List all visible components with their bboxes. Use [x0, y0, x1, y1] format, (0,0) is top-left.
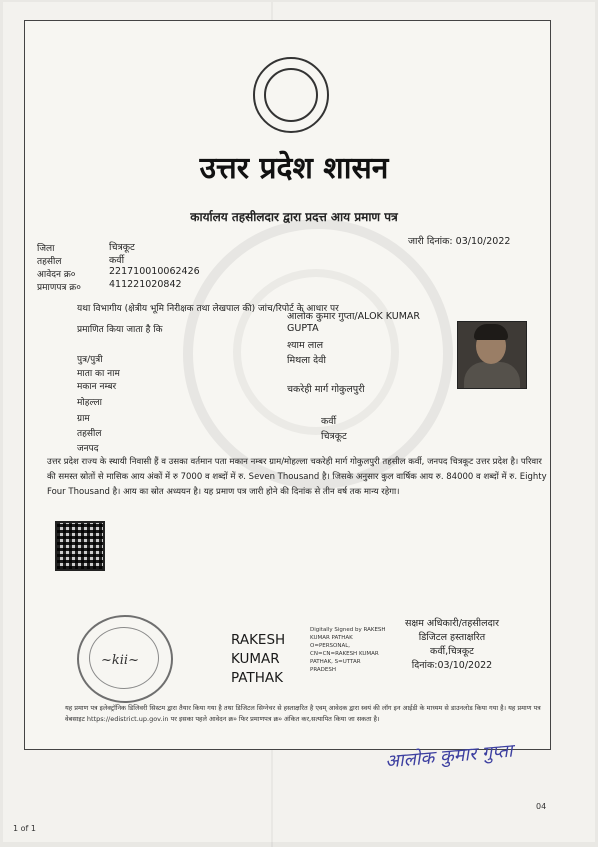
certificate-no-label: प्रमाणपत्र क्र० [37, 283, 81, 293]
mohalla-label: मोहल्ला [77, 398, 102, 408]
handwritten-signature-mark: ~kii~ [101, 653, 139, 668]
signer-name-line-1: RAKESH [231, 632, 286, 648]
tehsil-label: तहसील [37, 257, 62, 267]
officer-title: सक्षम अधिकारी/तहसीलदार [405, 618, 499, 629]
district-label: जिला [37, 244, 55, 254]
certificate-subtitle: कार्यालय तहसीलदार द्वारा प्रदत्त आय प्रमाण पत्र [190, 210, 398, 224]
signer-name-line-3: PATHAK [231, 670, 283, 686]
document-page [3, 2, 595, 842]
mother-name: मिथला देवी [287, 355, 326, 366]
janpad-label: जनपद [77, 444, 99, 454]
certificate-body-text: उत्तर प्रदेश राज्य के स्थायी निवासी हैं व उसका वर्तमान पता मकान नम्बर ग्राम/मोहल्ला चकरेही मार्ग गोकुलपुरी तहसील कर्वी, जनपद चित्रकूट उत्तर प्रदेश है। परिवार की समस्त स्रोतों से मासिक आय अंकों में रु 7000 व शब्दों में रु. Seven Thousand है। जिसके अनुसार कुल वार्षिक आय रु. 84000 व शब्दों में रु. Eighty Four Thousand है। आय का स्रोत अध्ययन है। यह प्रमाण पत्र जारी होने की दिनांक से तीन वर्ष तक मान्य रहेगा। [47, 457, 547, 497]
page-indicator: 1 of 1 [13, 824, 36, 833]
certificate-title: उत्तर प्रदेश शासन [199, 151, 389, 186]
officer-block [405, 617, 499, 673]
applicant-photo [457, 321, 527, 389]
house-label: मकान नम्बर [77, 382, 117, 392]
tehsil-name: कर्वी [321, 416, 337, 427]
applicant-name: आलोक कुमार गुप्ता/ALOK KUMAR GUPTA [287, 311, 421, 334]
mohalla-value: चकरेही मार्ग गोकुलपुरी [287, 384, 365, 395]
certificate-border [24, 20, 551, 750]
digital-sign-line: CN=CN=RAKESH KUMAR [310, 651, 379, 657]
intro-line-1: यथा विभागीय (क्षेत्रीय भूमि निरीक्षक तथा लेखपाल की) जांच/रिपोर्ट के आधार पर [77, 304, 339, 314]
page-number: 04 [536, 802, 547, 811]
state-emblem-icon [253, 57, 329, 133]
handwritten-name: आलोक कुमार गुप्ता [384, 740, 514, 773]
digital-sign-line: KUMAR PATHAK [310, 635, 353, 641]
relation-label: पुत्र/पुत्री [77, 355, 103, 365]
digital-signature-block [310, 626, 400, 674]
digital-sign-line: O=PERSONAL, [310, 643, 351, 649]
officer-date: दिनांक:03/10/2022 [411, 660, 493, 671]
application-no-value: 221710010062426 [109, 266, 200, 277]
issue-date-label: जारी दिनांक: [408, 236, 453, 247]
digital-sign-line: PATHAK, S=UTTAR [310, 659, 361, 665]
issue-date: 03/10/2022 [455, 236, 511, 247]
officer-location: कर्वी,चित्रकूट [430, 646, 474, 657]
janpad-name: चित्रकूट [321, 431, 347, 442]
signer-name [231, 631, 285, 688]
officer-digital-signed: डिजिटल हस्ताक्षरित [418, 632, 486, 643]
official-stamp [77, 615, 173, 703]
tehsil-value: कर्वी [109, 255, 125, 266]
district-value: चित्रकूट [109, 242, 135, 253]
footer-note: यह प्रमाण पत्र इलेक्ट्रॉनिक डिलिवरी सिस्टम द्वारा तैयार किया गया है तथा डिजिटल सिग्नेचर से हस्ताक्षरित है एवम् आवेदक द्वारा स्वयं की लॉग इन आईडी के माध्यम से डाउनलोड किया गया है। यह प्रमाण पत्र वेबसाइट https://edistrict.up.gov.in पर इसका पहले आवेदन क्र० फिर प्रमाणपत्र क्र० अंकित कर,सत्यापित किया जा सकता है। [65, 704, 541, 723]
digital-sign-line: PRADESH [310, 667, 337, 673]
intro-line-2: प्रमाणित किया जाता है कि [77, 325, 163, 335]
certificate-no-value: 411221020842 [109, 279, 182, 290]
qr-code [55, 521, 105, 571]
father-name: श्याम लाल [287, 340, 324, 351]
application-no-label: आवेदन क्र० [37, 270, 76, 280]
mother-label: माता का नाम [77, 369, 120, 379]
digital-sign-line: Digitally Signed by RAKESH [310, 627, 386, 633]
signer-name-line-2: KUMAR [231, 651, 280, 667]
issue-date-row [408, 234, 510, 247]
tehsil-row-label: तहसील [77, 429, 102, 439]
gram-label: ग्राम [77, 414, 90, 424]
